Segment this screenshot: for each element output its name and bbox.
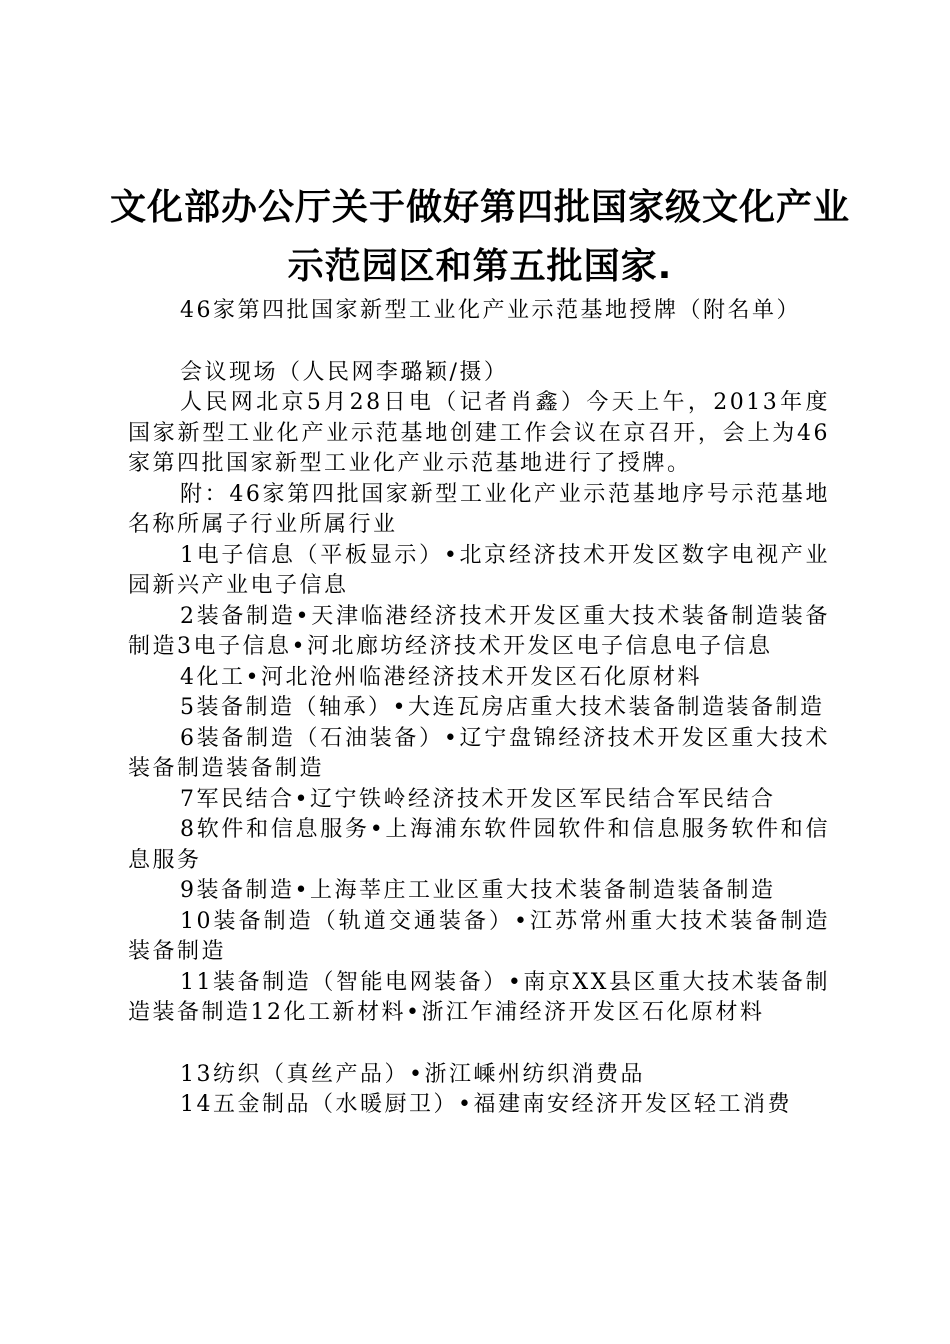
document-body xyxy=(128,296,830,1121)
list-item: 13纺织（真丝产品）•浙江嵊州纺织消费品 xyxy=(180,1061,645,1087)
document-title-line-2: 示范园区和第五批国家. xyxy=(287,246,673,287)
document-title-line-1: 文化部办公厅关于做好第四批国家级文化产业 xyxy=(109,187,850,228)
paragraph-appendix-header: 附：46家第四批国家新型工业化产业示范基地序号示范基地名称所属子行业所属行业 xyxy=(128,481,830,537)
list-item: 2装备制造•天津临港经济技术开发区重大技术装备制造装备制造3电子信息•河北廊坊经济技术开发区电子信息电子信息 xyxy=(128,603,830,659)
list-item: 7军民结合•辽宁铁岭经济技术开发区军民结合军民结合 xyxy=(180,786,776,812)
list-item: 8软件和信息服务•上海浦东软件园软件和信息服务软件和信息服务 xyxy=(128,817,830,873)
list-item: 14五金制品（水暖厨卫）•福建南安经济开发区轻工消费 xyxy=(180,1092,792,1117)
list-item: 6装备制造（石油装备）•辽宁盘锦经济技术开发区重大技术装备制造装备制造 xyxy=(128,725,830,781)
list-item: 4化工•河北沧州临港经济技术开发区石化原材料 xyxy=(180,664,702,690)
list-item: 5装备制造（轴承）•大连瓦房店重大技术装备制造装备制造 xyxy=(180,695,825,720)
list-item: 10装备制造（轨道交通装备）•江苏常州重大技术装备制造装备制造 xyxy=(128,908,830,964)
list-item: 1电子信息（平板显示）•北京经济技术开发区数字电视产业园新兴产业电子信息 xyxy=(128,542,830,598)
paragraph-news: 人民网北京5月28日电（记者肖鑫）今天上午，2013年度国家新型工业化产业示范基地创建工作会议在京召开，会上为46家第四批国家新型工业化产业示范基地进行了授牌。 xyxy=(128,390,830,476)
list-item: 11装备制造（智能电网装备）•南京XX县区重大技术装备制造装备制造12化工新材料•浙江乍浦经济开发区石化原材料 xyxy=(128,969,830,1025)
list-item: 9装备制造•上海莘庄工业区重大技术装备制造装备制造 xyxy=(180,878,776,903)
paragraph-subtitle: 46家第四批国家新型工业化产业示范基地授牌（附名单） xyxy=(180,298,801,323)
paragraph-photo-caption: 会议现场（人民网李璐颖/摄） xyxy=(180,359,509,385)
